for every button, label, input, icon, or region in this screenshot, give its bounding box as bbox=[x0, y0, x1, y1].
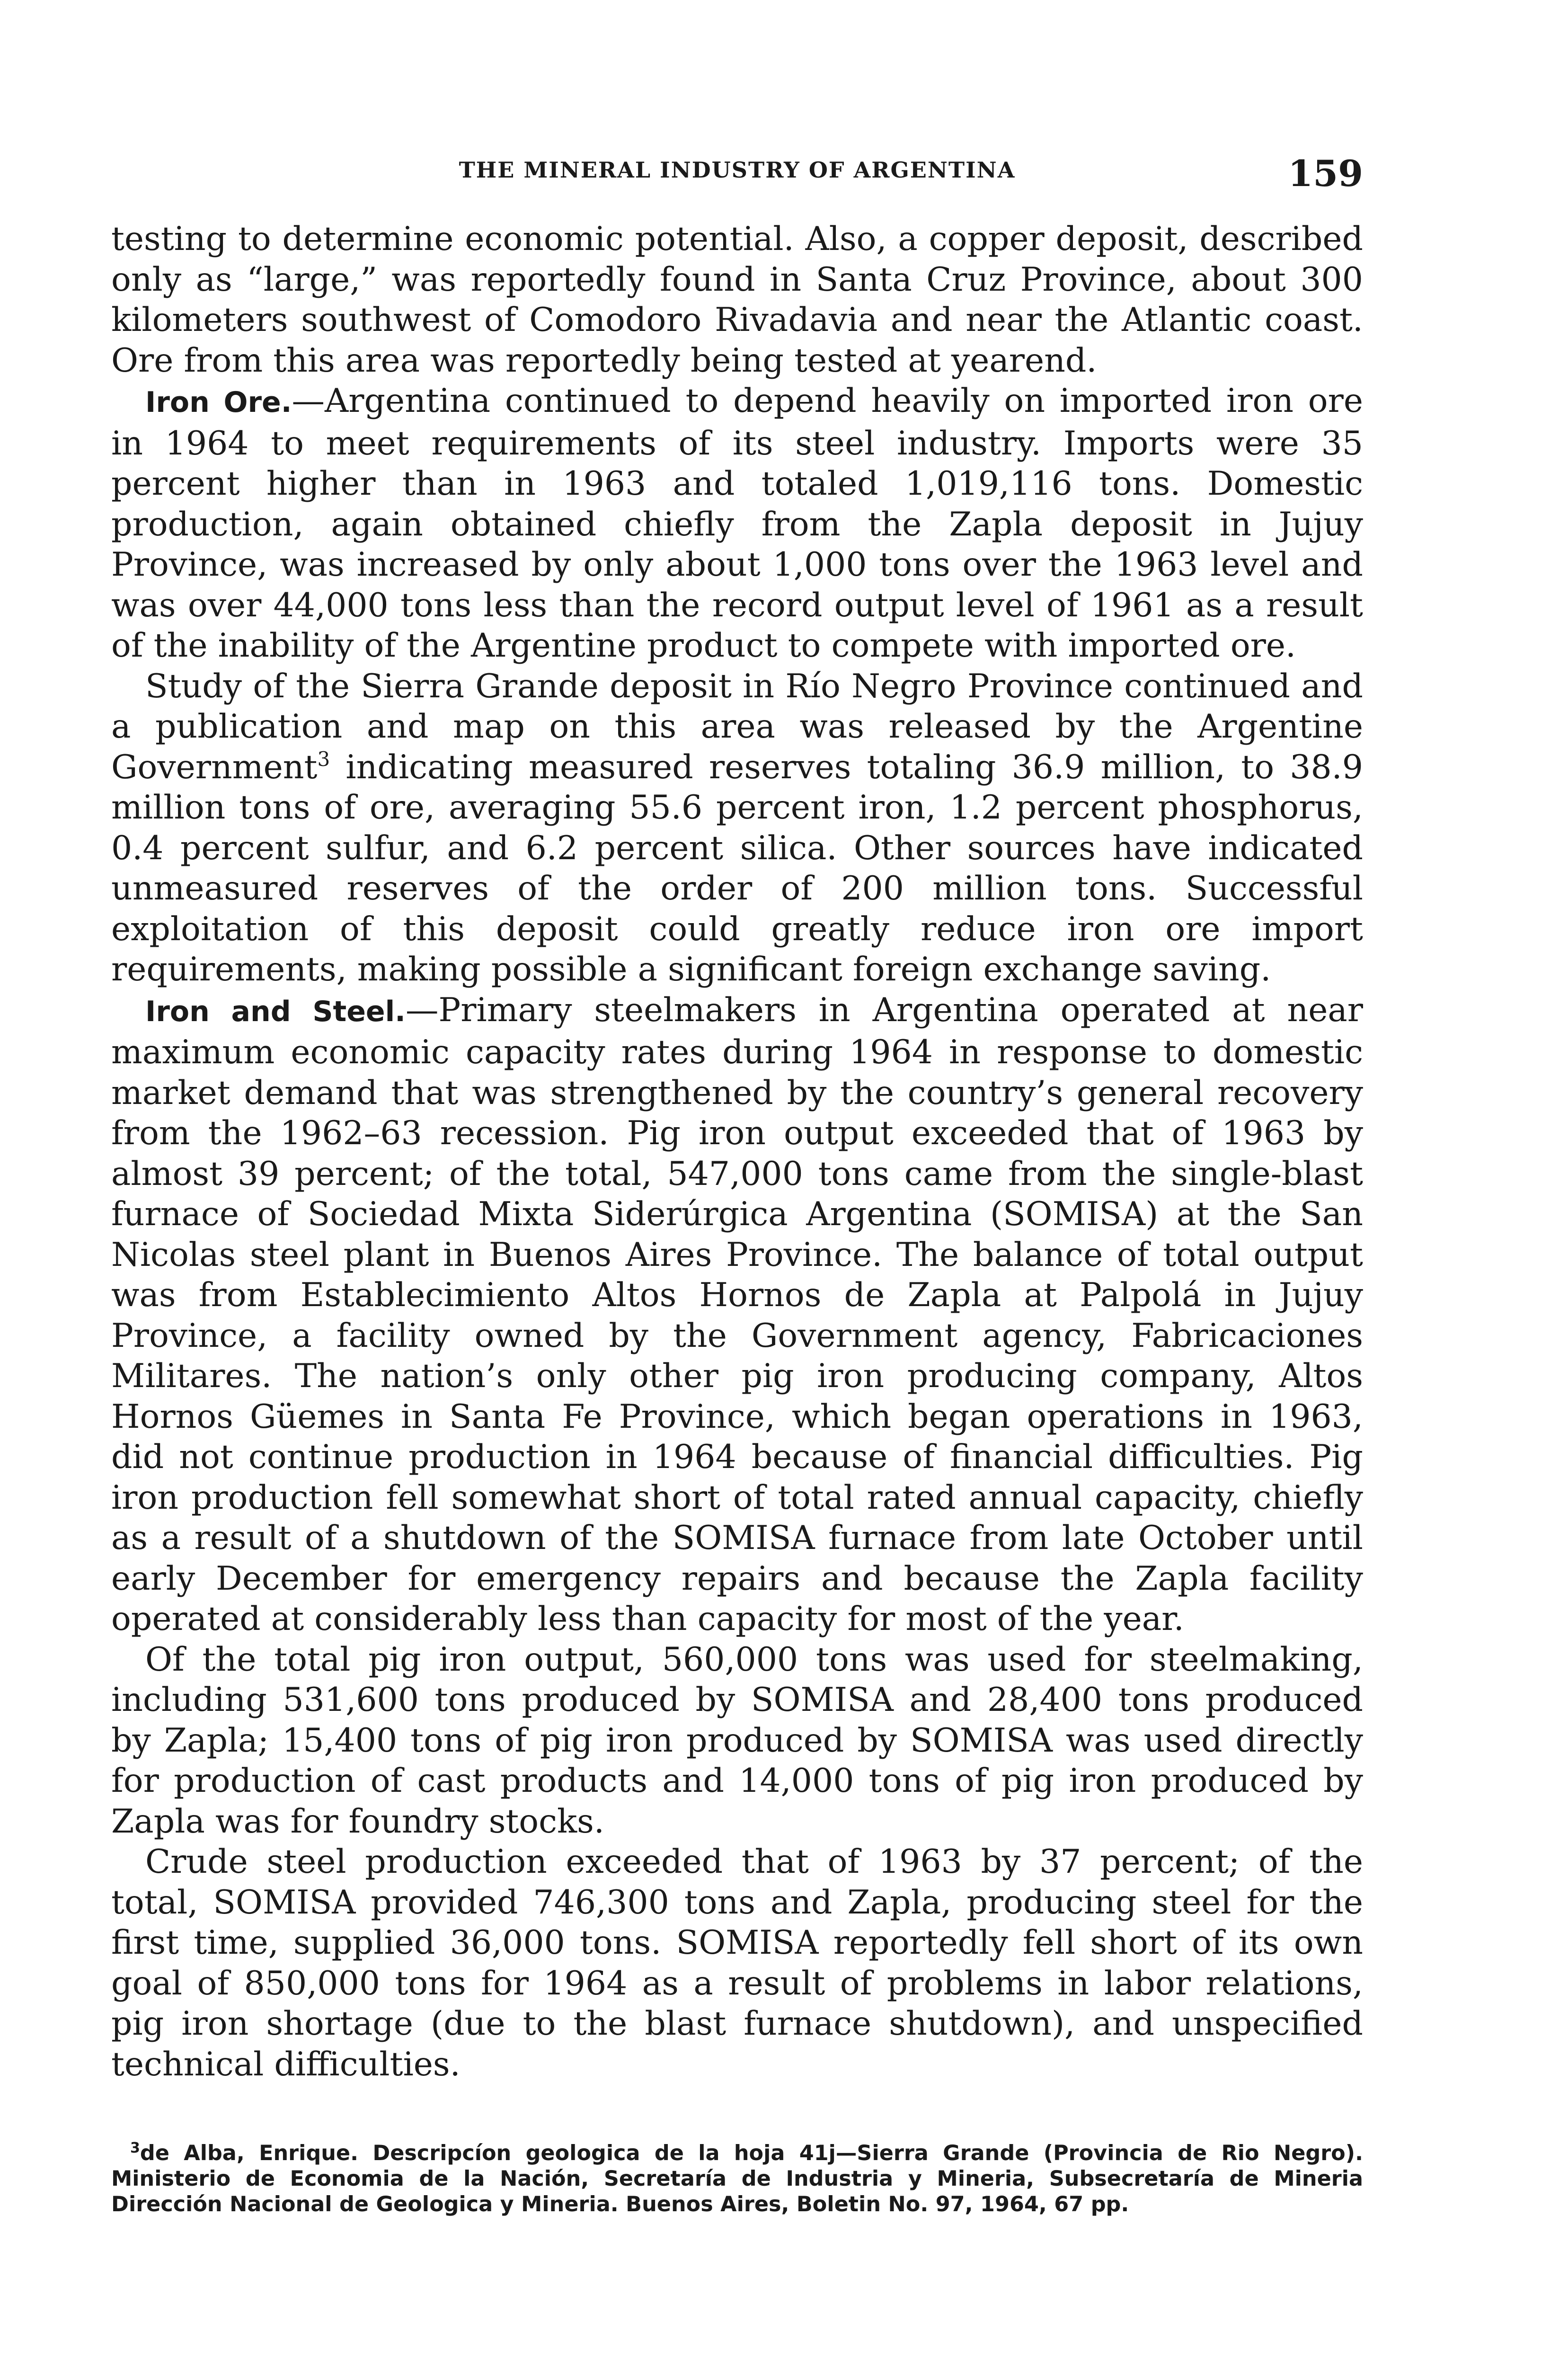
paragraph-copper-continued: testing to determine economic potential. Also, a copper deposit, described only as “large,” was reportedly found in Santa Cruz Province, about 300 kilometers southwest of Comodoro Rivadavia and near the Atlantic coast. Ore from this area was reportedly being tested at yearend. bbox=[111, 220, 1363, 380]
paragraph-pig-iron-use: Of the total pig iron output, 560,000 tons was used for steelmaking, including 531,600 tons produced by SOMISA and 28,400 tons produced by Zapla; 15,400 tons of pig iron produced by SOMISA was used directly for production of cast products and 14,000 tons of pig iron produced by Zapla was for foundry stocks. bbox=[111, 1640, 1363, 1841]
running-header bbox=[111, 152, 1363, 195]
paragraph-crude-steel: Crude steel production exceeded that of 1963 by 37 percent; of the total, SOMISA provided 746,300 tons and Zapla, producing steel for the first time, supplied 36,000 tons. SOMISA reportedly fell short of its own goal of 850,000 tons for 1964 as a result of problems in labor relations, pig iron shortage (due to the blast furnace shutdown), and unspecified technical difficulties. bbox=[111, 1842, 1363, 2083]
page-number: 159 bbox=[1288, 152, 1363, 195]
footnote-reference: 3 bbox=[317, 747, 330, 771]
heading-iron-steel: Iron and Steel. bbox=[145, 995, 406, 1028]
iron-steel-text: —Primary steelmakers in Argentina operated at near maximum economic capacity rates during 1964 in response to domestic market demand that was strengthened by the country’s general recovery from the 1962–63 recession. Pig iron output exceeded that of 1963 by almost 39 percent; of the total, 547,000 tons came from the single-blast furnace of Sociedad Mixta Siderúrgica Argentina (SOMISA) at the San Nicolas steel plant in Buenos Aires Province. The balance of total output was from Establecimiento Altos Hornos de Zapla at Palpolá in Jujuy Province, a facility owned by the Government agency, Fabricaciones Militares. The nation’s only other pig iron producing company, Altos Hornos Güemes in Santa Fe Province, which began operations in 1963, did not continue production in 1964 because of financial difficulties. Pig iron production fell somewhat short of total rated annual capacity, chiefly as a result of a shutdown of the SOMISA furnace from late October until early December for emergency repairs and because the Zapla facility operated at considerably less than capacity for most of the year. bbox=[111, 990, 1363, 1638]
sierra-grande-text: Study of the Sierra Grande deposit in Río Negro Province continued and a publication and map on this area was released by the Argentine Government bbox=[111, 667, 1363, 786]
footnote-text: de Alba, Enrique. Descripcíon geologica de la hoja 41j—Sierra Grande (Provincia de Rio Negro). Ministerio de Economia de la Nación, Secretaría de Industria y Mineria, Subsecretaría de Mineria Dirección Nacional de Geologica y Mineria. Buenos Aires, Boletin No. 97, 1964, 67 pp. bbox=[111, 2141, 1363, 2216]
footnote bbox=[111, 2141, 1363, 2217]
iron-ore-text: —Argentina continued to depend heavily on imported iron ore in 1964 to meet requirements of its steel industry. Imports were 35 percent higher than in 1963 and totaled 1,019,116 tons. Domestic production, again obtained chiefly from the Zapla deposit in Jujuy Province, was increased by only about 1,000 tons over the 1963 level and was over 44,000 tons less than the record output level of 1961 as a result of the inability of the Argentine product to compete with imported ore. bbox=[111, 382, 1363, 665]
footnote-number: 3 bbox=[130, 2140, 140, 2156]
body-text bbox=[111, 219, 1363, 2084]
footnote-text-block bbox=[111, 2141, 1363, 2217]
sierra-grande-text-continued: indicating measured reserves totaling 36.9 million, to 38.9 million tons of ore, averaging 55.6 percent iron, 1.2 percent phosphorus, 0.4 percent sulfur, and 6.2 percent silica. Other sources have indicated unmeasured reserves of the order of 200 million tons. Successful exploitation of this deposit could greatly reduce iron ore import requirements, making possible a significant foreign exchange saving. bbox=[111, 747, 1363, 988]
paragraph-iron-steel bbox=[111, 990, 1363, 1639]
heading-iron-ore: Iron Ore. bbox=[145, 386, 292, 419]
running-title: THE MINERAL INDUSTRY OF ARGENTINA bbox=[459, 157, 1016, 183]
paragraph-sierra-grande bbox=[111, 666, 1363, 990]
paragraph-iron-ore bbox=[111, 381, 1363, 666]
